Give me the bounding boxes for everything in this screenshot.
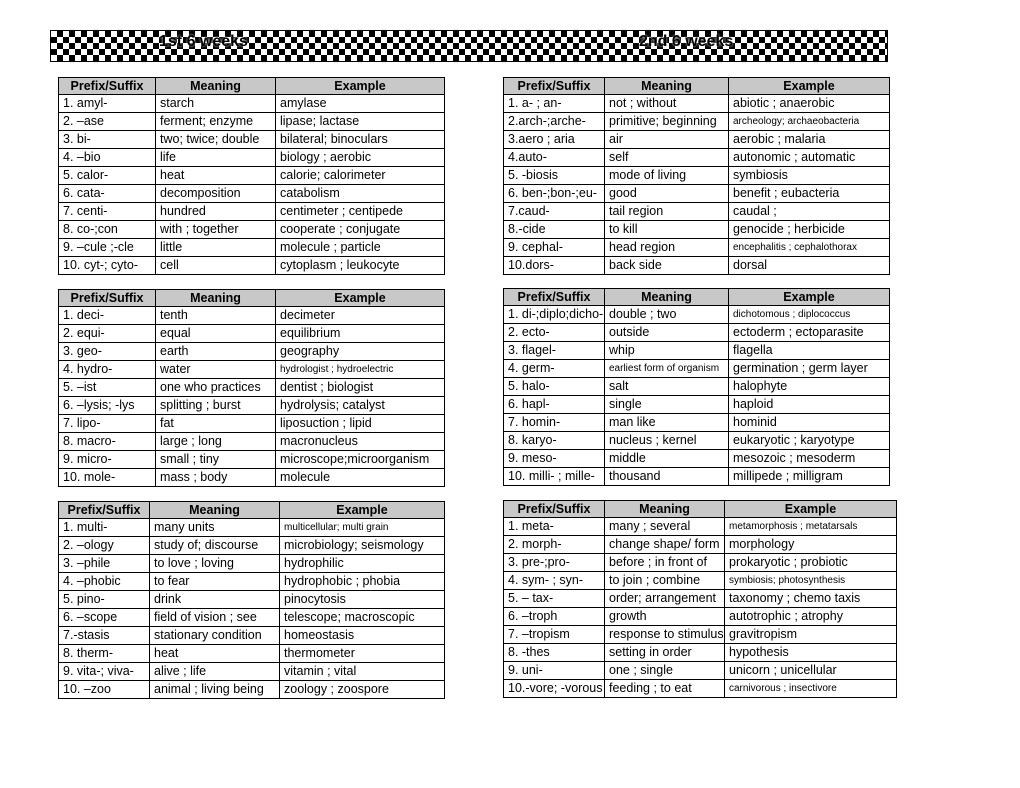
example-cell: multicellular; multi grain xyxy=(280,519,445,537)
table-row xyxy=(59,149,445,167)
second-six-weeks-title: 2nd 6 weeks xyxy=(639,33,734,50)
meaning-cell: order; arrangement xyxy=(605,590,725,608)
example-cell: pinocytosis xyxy=(280,591,445,609)
meaning-cell: fat xyxy=(156,415,276,433)
table-row xyxy=(59,663,445,681)
meaning-header: Meaning xyxy=(150,502,280,519)
meaning-cell: study of; discourse xyxy=(150,537,280,555)
table-row xyxy=(504,554,897,572)
prefix-cell: 10.dors- xyxy=(504,257,605,275)
vocab-table-4 xyxy=(503,288,890,486)
vocab-table-2 xyxy=(503,77,890,275)
table-row xyxy=(59,415,445,433)
example-cell: bilateral; binoculars xyxy=(276,131,445,149)
prefix-cell: 8.-cide xyxy=(504,221,605,239)
prefix-cell: 4. –bio xyxy=(59,149,156,167)
prefix-cell: 1. a- ; an- xyxy=(504,95,605,113)
prefix-cell: 10. mole- xyxy=(59,469,156,487)
prefix-cell: 10. cyt-; cyto- xyxy=(59,257,156,275)
table-row xyxy=(504,680,897,698)
example-cell: caudal ; xyxy=(729,203,890,221)
meaning-cell: field of vision ; see xyxy=(150,609,280,627)
meaning-cell: whip xyxy=(605,342,729,360)
meaning-cell: mode of living xyxy=(605,167,729,185)
table-row xyxy=(504,536,897,554)
meaning-cell: many units xyxy=(150,519,280,537)
example-cell: halophyte xyxy=(729,378,890,396)
table-row xyxy=(504,324,890,342)
table-row xyxy=(504,113,890,131)
meaning-cell: cell xyxy=(156,257,276,275)
meaning-cell: to love ; loving xyxy=(150,555,280,573)
meaning-cell: little xyxy=(156,239,276,257)
meaning-cell: small ; tiny xyxy=(156,451,276,469)
table-row xyxy=(504,572,897,590)
example-cell: liposuction ; lipid xyxy=(276,415,445,433)
example-cell: homeostasis xyxy=(280,627,445,645)
prefix-cell: 9. uni- xyxy=(504,662,605,680)
prefix-cell: 7. centi- xyxy=(59,203,156,221)
prefix-cell: 2. ecto- xyxy=(504,324,605,342)
example-cell: cooperate ; conjugate xyxy=(276,221,445,239)
prefix-cell: 6. –lysis; -lys xyxy=(59,397,156,415)
example-cell: prokaryotic ; probiotic xyxy=(725,554,897,572)
prefix-cell: 4. germ- xyxy=(504,360,605,378)
table-row xyxy=(504,414,890,432)
meaning-cell: air xyxy=(605,131,729,149)
example-cell: gravitropism xyxy=(725,626,897,644)
prefix-cell: 5. halo- xyxy=(504,378,605,396)
table-row xyxy=(504,131,890,149)
example-cell: equilibrium xyxy=(276,325,445,343)
prefix-header: Prefix/Suffix xyxy=(504,501,605,518)
meaning-cell: salt xyxy=(605,378,729,396)
prefix-cell: 2.arch-;arche- xyxy=(504,113,605,131)
example-cell: cytoplasm ; leukocyte xyxy=(276,257,445,275)
table-row xyxy=(504,450,890,468)
example-cell: molecule xyxy=(276,469,445,487)
meaning-header: Meaning xyxy=(605,78,729,95)
prefix-cell: 6. hapl- xyxy=(504,396,605,414)
example-cell: centimeter ; centipede xyxy=(276,203,445,221)
prefix-header: Prefix/Suffix xyxy=(504,289,605,306)
table-row xyxy=(59,185,445,203)
table-row xyxy=(59,343,445,361)
prefix-cell: 6. –scope xyxy=(59,609,150,627)
table-row xyxy=(59,325,445,343)
table-row xyxy=(59,167,445,185)
table-row xyxy=(59,257,445,275)
table-row xyxy=(504,342,890,360)
prefix-cell: 10.-vore; -vorous xyxy=(504,680,605,698)
prefix-header: Prefix/Suffix xyxy=(504,78,605,95)
prefix-cell: 1. amyl- xyxy=(59,95,156,113)
meaning-cell: starch xyxy=(156,95,276,113)
prefix-cell: 6. –troph xyxy=(504,608,605,626)
table-row xyxy=(59,95,445,113)
example-cell: symbiosis; photosynthesis xyxy=(725,572,897,590)
table-row xyxy=(504,149,890,167)
meaning-cell: good xyxy=(605,185,729,203)
prefix-cell: 9. –cule ;-cle xyxy=(59,239,156,257)
example-cell: germination ; germ layer xyxy=(729,360,890,378)
table-header-row xyxy=(504,78,890,95)
prefix-cell: 4. hydro- xyxy=(59,361,156,379)
example-cell: zoology ; zoospore xyxy=(280,681,445,699)
meaning-cell: tail region xyxy=(605,203,729,221)
table-row xyxy=(59,645,445,663)
example-cell: encephalitis ; cephalothorax xyxy=(729,239,890,257)
table-row xyxy=(504,518,897,536)
table-row xyxy=(59,591,445,609)
example-cell: hypothesis xyxy=(725,644,897,662)
meaning-cell: earliest form of organism xyxy=(605,360,729,378)
table-row xyxy=(504,626,897,644)
prefix-cell: 1. di-;diplo;dicho- xyxy=(504,306,605,324)
vocab-table-5 xyxy=(58,501,445,699)
prefix-cell: 7. homin- xyxy=(504,414,605,432)
example-cell: telescope; macroscopic xyxy=(280,609,445,627)
table-row xyxy=(59,221,445,239)
example-cell: mesozoic ; mesoderm xyxy=(729,450,890,468)
first-six-weeks-title: 1st 6 weeks xyxy=(159,33,248,50)
prefix-cell: 1. multi- xyxy=(59,519,150,537)
example-cell: hominid xyxy=(729,414,890,432)
meaning-cell: water xyxy=(156,361,276,379)
meaning-cell: stationary condition xyxy=(150,627,280,645)
example-cell: molecule ; particle xyxy=(276,239,445,257)
table-row xyxy=(504,239,890,257)
table-row xyxy=(59,361,445,379)
example-cell: abiotic ; anaerobic xyxy=(729,95,890,113)
table-row xyxy=(504,185,890,203)
meaning-cell: single xyxy=(605,396,729,414)
meaning-cell: tenth xyxy=(156,307,276,325)
example-header: Example xyxy=(729,289,890,306)
meaning-cell: not ; without xyxy=(605,95,729,113)
meaning-cell: hundred xyxy=(156,203,276,221)
example-cell: morphology xyxy=(725,536,897,554)
table-row xyxy=(59,681,445,699)
meaning-cell: feeding ; to eat xyxy=(605,680,725,698)
prefix-cell: 1. deci- xyxy=(59,307,156,325)
prefix-cell: 8. macro- xyxy=(59,433,156,451)
meaning-header: Meaning xyxy=(156,290,276,307)
table-row xyxy=(59,469,445,487)
prefix-cell: 4.auto- xyxy=(504,149,605,167)
table-header-row xyxy=(504,289,890,306)
example-cell: benefit ; eubacteria xyxy=(729,185,890,203)
vocab-table-6 xyxy=(503,500,897,698)
meaning-cell: many ; several xyxy=(605,518,725,536)
example-cell: millipede ; milligram xyxy=(729,468,890,486)
meaning-cell: ferment; enzyme xyxy=(156,113,276,131)
table-row xyxy=(59,627,445,645)
meaning-cell: large ; long xyxy=(156,433,276,451)
table-row xyxy=(59,537,445,555)
table-header-row xyxy=(59,78,445,95)
example-cell: hydrophobic ; phobia xyxy=(280,573,445,591)
prefix-cell: 3. flagel- xyxy=(504,342,605,360)
checkered-banner xyxy=(50,30,888,62)
example-cell: vitamin ; vital xyxy=(280,663,445,681)
prefix-cell: 5. pino- xyxy=(59,591,150,609)
table-row xyxy=(504,306,890,324)
prefix-cell: 5. -biosis xyxy=(504,167,605,185)
meaning-cell: head region xyxy=(605,239,729,257)
meaning-cell: man like xyxy=(605,414,729,432)
table-row xyxy=(504,378,890,396)
table-row xyxy=(59,379,445,397)
table-row xyxy=(504,396,890,414)
table-row xyxy=(504,360,890,378)
table-row xyxy=(59,573,445,591)
example-cell: metamorphosis ; metatarsals xyxy=(725,518,897,536)
example-cell: biology ; aerobic xyxy=(276,149,445,167)
example-cell: unicorn ; unicellular xyxy=(725,662,897,680)
prefix-cell: 6. cata- xyxy=(59,185,156,203)
prefix-cell: 10. milli- ; mille- xyxy=(504,468,605,486)
meaning-cell: primitive; beginning xyxy=(605,113,729,131)
example-cell: flagella xyxy=(729,342,890,360)
meaning-header: Meaning xyxy=(605,289,729,306)
table-row xyxy=(504,257,890,275)
example-cell: eukaryotic ; karyotype xyxy=(729,432,890,450)
example-cell: hydrolysis; catalyst xyxy=(276,397,445,415)
meaning-cell: self xyxy=(605,149,729,167)
table-row xyxy=(59,433,445,451)
example-cell: amylase xyxy=(276,95,445,113)
prefix-cell: 2. morph- xyxy=(504,536,605,554)
example-cell: dichotomous ; diplococcus xyxy=(729,306,890,324)
example-cell: genocide ; herbicide xyxy=(729,221,890,239)
table-row xyxy=(59,451,445,469)
table-row xyxy=(504,167,890,185)
prefix-cell: 5. – tax- xyxy=(504,590,605,608)
table-header-row xyxy=(504,501,897,518)
meaning-cell: mass ; body xyxy=(156,469,276,487)
example-cell: autotrophic ; atrophy xyxy=(725,608,897,626)
meaning-cell: growth xyxy=(605,608,725,626)
table-row xyxy=(59,555,445,573)
prefix-cell: 10. –zoo xyxy=(59,681,150,699)
meaning-cell: with ; together xyxy=(156,221,276,239)
prefix-cell: 8. -thes xyxy=(504,644,605,662)
table-row xyxy=(504,95,890,113)
prefix-cell: 9. vita-; viva- xyxy=(59,663,150,681)
meaning-cell: animal ; living being xyxy=(150,681,280,699)
table-row xyxy=(59,239,445,257)
example-header: Example xyxy=(725,501,897,518)
meaning-cell: to kill xyxy=(605,221,729,239)
example-cell: calorie; calorimeter xyxy=(276,167,445,185)
example-cell: catabolism xyxy=(276,185,445,203)
meaning-cell: before ; in front of xyxy=(605,554,725,572)
meaning-cell: setting in order xyxy=(605,644,725,662)
vocab-table-3 xyxy=(58,289,445,487)
table-row xyxy=(59,519,445,537)
meaning-cell: two; twice; double xyxy=(156,131,276,149)
table-row xyxy=(504,221,890,239)
table-header-row xyxy=(59,502,445,519)
prefix-cell: 2. equi- xyxy=(59,325,156,343)
example-cell: microscope;microorganism xyxy=(276,451,445,469)
prefix-cell: 4. sym- ; syn- xyxy=(504,572,605,590)
prefix-cell: 8. therm- xyxy=(59,645,150,663)
example-cell: carnivorous ; insectivore xyxy=(725,680,897,698)
prefix-cell: 5. calor- xyxy=(59,167,156,185)
table-row xyxy=(59,203,445,221)
table-row xyxy=(59,307,445,325)
example-cell: microbiology; seismology xyxy=(280,537,445,555)
meaning-cell: one who practices xyxy=(156,379,276,397)
prefix-cell: 8. karyo- xyxy=(504,432,605,450)
meaning-cell: to join ; combine xyxy=(605,572,725,590)
prefix-cell: 3. –phile xyxy=(59,555,150,573)
meaning-cell: response to stimulus xyxy=(605,626,725,644)
meaning-cell: splitting ; burst xyxy=(156,397,276,415)
prefix-cell: 9. cephal- xyxy=(504,239,605,257)
example-cell: thermometer xyxy=(280,645,445,663)
table-row xyxy=(59,609,445,627)
prefix-header: Prefix/Suffix xyxy=(59,502,150,519)
prefix-cell: 7. –tropism xyxy=(504,626,605,644)
meaning-cell: equal xyxy=(156,325,276,343)
meaning-cell: decomposition xyxy=(156,185,276,203)
example-header: Example xyxy=(276,78,445,95)
meaning-cell: heat xyxy=(150,645,280,663)
example-cell: aerobic ; malaria xyxy=(729,131,890,149)
table-row xyxy=(504,644,897,662)
table-row xyxy=(504,468,890,486)
example-cell: archeology; archaeobacteria xyxy=(729,113,890,131)
table-row xyxy=(59,397,445,415)
table-row xyxy=(504,608,897,626)
prefix-header: Prefix/Suffix xyxy=(59,290,156,307)
example-cell: dorsal xyxy=(729,257,890,275)
prefix-cell: 9. micro- xyxy=(59,451,156,469)
meaning-cell: nucleus ; kernel xyxy=(605,432,729,450)
table-row xyxy=(59,113,445,131)
table-row xyxy=(504,662,897,680)
prefix-cell: 2. –ase xyxy=(59,113,156,131)
example-header: Example xyxy=(729,78,890,95)
prefix-cell: 3. bi- xyxy=(59,131,156,149)
example-cell: hydrologist ; hydroelectric xyxy=(276,361,445,379)
prefix-cell: 1. meta- xyxy=(504,518,605,536)
meaning-cell: heat xyxy=(156,167,276,185)
meaning-cell: back side xyxy=(605,257,729,275)
example-cell: haploid xyxy=(729,396,890,414)
table-row xyxy=(504,432,890,450)
meaning-cell: life xyxy=(156,149,276,167)
meaning-cell: one ; single xyxy=(605,662,725,680)
meaning-cell: to fear xyxy=(150,573,280,591)
meaning-cell: outside xyxy=(605,324,729,342)
example-cell: decimeter xyxy=(276,307,445,325)
prefix-cell: 4. –phobic xyxy=(59,573,150,591)
example-cell: lipase; lactase xyxy=(276,113,445,131)
prefix-header: Prefix/Suffix xyxy=(59,78,156,95)
example-cell: hydrophilic xyxy=(280,555,445,573)
meaning-cell: alive ; life xyxy=(150,663,280,681)
example-header: Example xyxy=(276,290,445,307)
prefix-cell: 3. pre-;pro- xyxy=(504,554,605,572)
prefix-cell: 3.aero ; aria xyxy=(504,131,605,149)
table-row xyxy=(59,131,445,149)
prefix-cell: 8. co-;con xyxy=(59,221,156,239)
meaning-cell: earth xyxy=(156,343,276,361)
example-cell: ectoderm ; ectoparasite xyxy=(729,324,890,342)
prefix-cell: 7.-stasis xyxy=(59,627,150,645)
table-row xyxy=(504,590,897,608)
meaning-cell: change shape/ form xyxy=(605,536,725,554)
example-cell: autonomic ; automatic xyxy=(729,149,890,167)
prefix-cell: 7.caud- xyxy=(504,203,605,221)
example-cell: macronucleus xyxy=(276,433,445,451)
example-cell: geography xyxy=(276,343,445,361)
prefix-cell: 9. meso- xyxy=(504,450,605,468)
example-header: Example xyxy=(280,502,445,519)
example-cell: taxonomy ; chemo taxis xyxy=(725,590,897,608)
prefix-cell: 5. –ist xyxy=(59,379,156,397)
example-cell: symbiosis xyxy=(729,167,890,185)
prefix-cell: 2. –ology xyxy=(59,537,150,555)
prefix-cell: 3. geo- xyxy=(59,343,156,361)
example-cell: dentist ; biologist xyxy=(276,379,445,397)
prefix-cell: 7. lipo- xyxy=(59,415,156,433)
prefix-cell: 6. ben-;bon-;eu- xyxy=(504,185,605,203)
meaning-header: Meaning xyxy=(605,501,725,518)
table-row xyxy=(504,203,890,221)
table-header-row xyxy=(59,290,445,307)
vocab-table-1 xyxy=(58,77,445,275)
meaning-cell: drink xyxy=(150,591,280,609)
meaning-cell: double ; two xyxy=(605,306,729,324)
meaning-cell: middle xyxy=(605,450,729,468)
meaning-cell: thousand xyxy=(605,468,729,486)
meaning-header: Meaning xyxy=(156,78,276,95)
